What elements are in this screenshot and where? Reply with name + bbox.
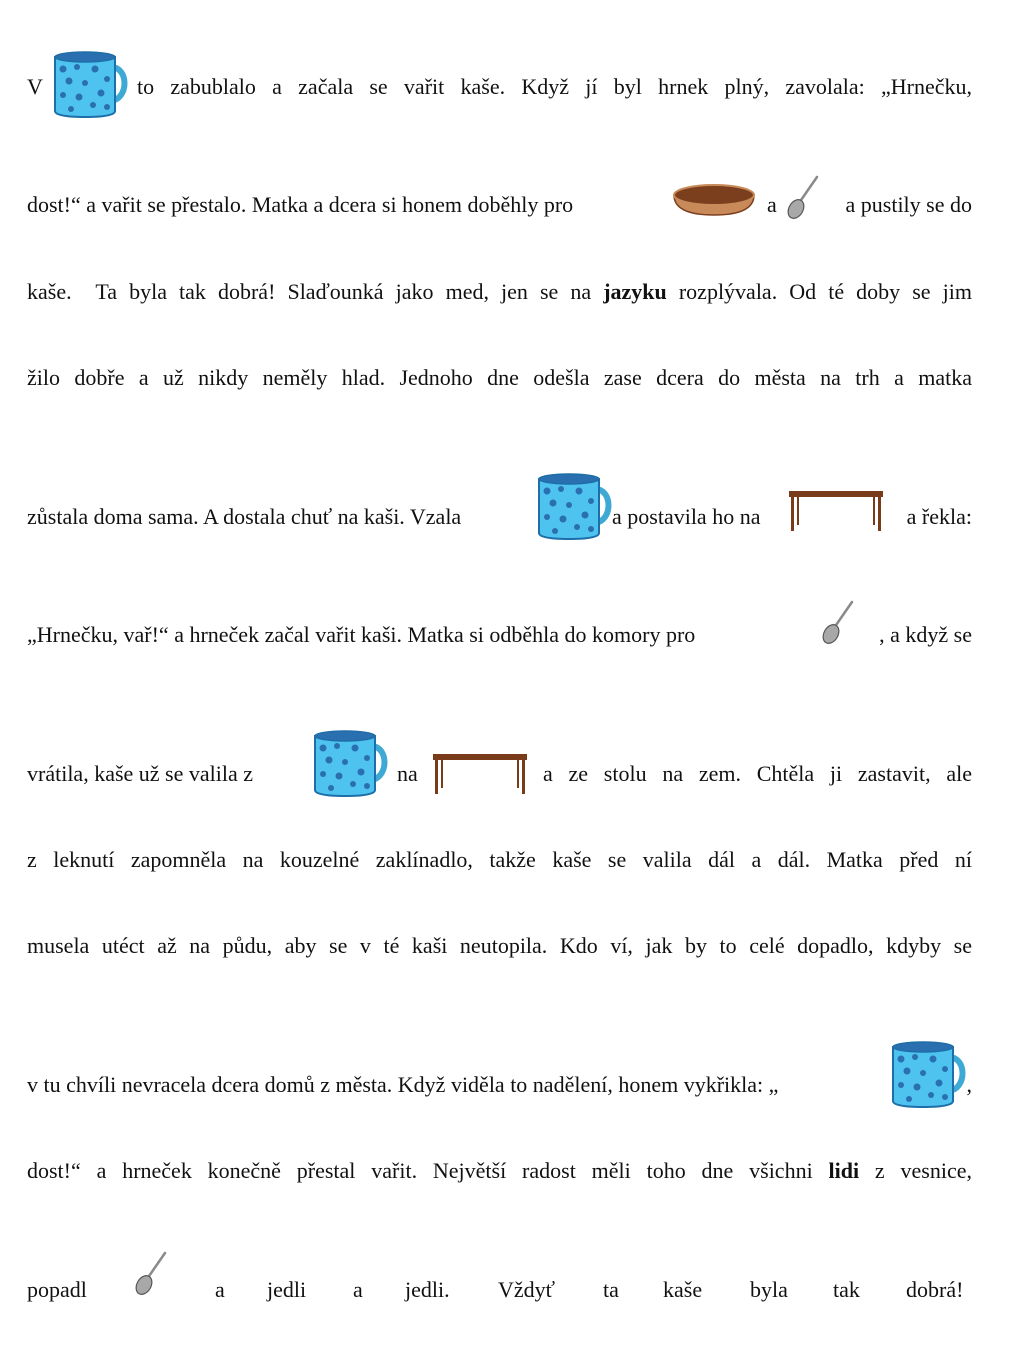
text-line-1 <box>27 67 972 107</box>
text-fragment: a řekla: <box>906 504 972 529</box>
word: tak <box>833 1277 860 1302</box>
table-icon <box>431 754 531 794</box>
mug-icon <box>311 754 391 794</box>
text-fragment: rozplývala. Od té doby se jim <box>666 279 972 304</box>
text-fragment: a <box>767 192 777 217</box>
mug-icon <box>889 1065 969 1105</box>
text-fragment <box>27 272 972 312</box>
table-icon <box>787 497 887 537</box>
text-line-9 <box>27 926 972 966</box>
text-fragment: žilo dobře a už nikdy neměly hlad. Jednoho dne odešla zase dcera do města na trh a matka <box>27 365 972 390</box>
spoon-icon <box>787 185 827 225</box>
word: a <box>215 1277 225 1302</box>
text-fragment: z leknutí zapomněla na kouzelné zaklínadlo, takže kaše se valila dál a dál. Matka před ní <box>27 847 972 872</box>
mug-icon <box>535 497 615 537</box>
text-line-6 <box>27 615 972 655</box>
text-line-8 <box>27 840 972 880</box>
word: a <box>353 1277 363 1302</box>
bold-word: lidi <box>828 1158 860 1183</box>
text-line-3 <box>27 272 972 312</box>
text-fragment: V <box>27 74 43 99</box>
word: kaše <box>663 1277 703 1302</box>
spoon-icon <box>822 615 862 655</box>
text-fragment: to zabublalo a začala se vařit kaše. Když jí byl hrnek plný, zavolala: „Hrnečku, <box>137 74 972 99</box>
text-fragment: dost!“ a vařit se přestalo. Matka a dcera si honem doběhly pro <box>27 192 574 217</box>
word: dobrá! <box>906 1277 964 1302</box>
text-fragment: a postavila ho na <box>612 504 761 529</box>
word: Vždyť <box>498 1277 556 1302</box>
text-line-12 <box>27 1270 972 1310</box>
text-fragment: a pustily se do <box>845 192 972 217</box>
text-line-11 <box>27 1151 972 1191</box>
text-fragment: vrátila, kaše už se valila z <box>27 761 254 786</box>
text-fragment: „Hrnečku, vař!“ a hrneček začal vařit kaši. Matka si odběhla do komory pro <box>27 622 696 647</box>
text-fragment: kaše. Ta byla tak dobrá! Slaďounká jako med, jen se na <box>27 279 604 304</box>
bowl-icon <box>672 185 758 225</box>
text-line-4 <box>27 358 972 398</box>
text-line-5 <box>27 497 972 537</box>
text-line-7 <box>27 754 972 794</box>
text-fragment: zůstala doma sama. A dostala chuť na kaši. Vzala <box>27 504 462 529</box>
text-fragment: z vesnice, <box>859 1158 972 1183</box>
text-fragment: popadl <box>27 1277 87 1302</box>
bold-word: jazyku <box>603 279 667 304</box>
word: byla <box>750 1277 788 1302</box>
text-fragment: , a když se <box>879 622 972 647</box>
text-fragment: , <box>966 1072 972 1097</box>
text-fragment: musela utéct až na půdu, aby se v té kaši neutopila. Kdo ví, jak by to celé dopadlo, kdyby se <box>27 933 972 958</box>
text-line-2 <box>27 185 972 225</box>
word: jedli. <box>405 1277 450 1302</box>
word: ta <box>603 1277 619 1302</box>
mug-icon <box>51 67 131 107</box>
text-fragment: dost!“ a hrneček konečně přestal vařit. Největší radost měli toho dne všichni <box>27 1158 829 1183</box>
spoon-icon <box>135 1270 175 1310</box>
word: jedli <box>267 1277 307 1302</box>
text-line-10 <box>27 1065 972 1105</box>
text-fragment: a ze stolu na zem. Chtěla ji zastavit, ale <box>543 761 972 786</box>
text-fragment: na <box>397 761 418 786</box>
text-fragment <box>27 1151 972 1191</box>
text-fragment: v tu chvíli nevracela dcera domů z města. Když viděla to nadělení, honem vykřikla: „ <box>27 1072 779 1097</box>
